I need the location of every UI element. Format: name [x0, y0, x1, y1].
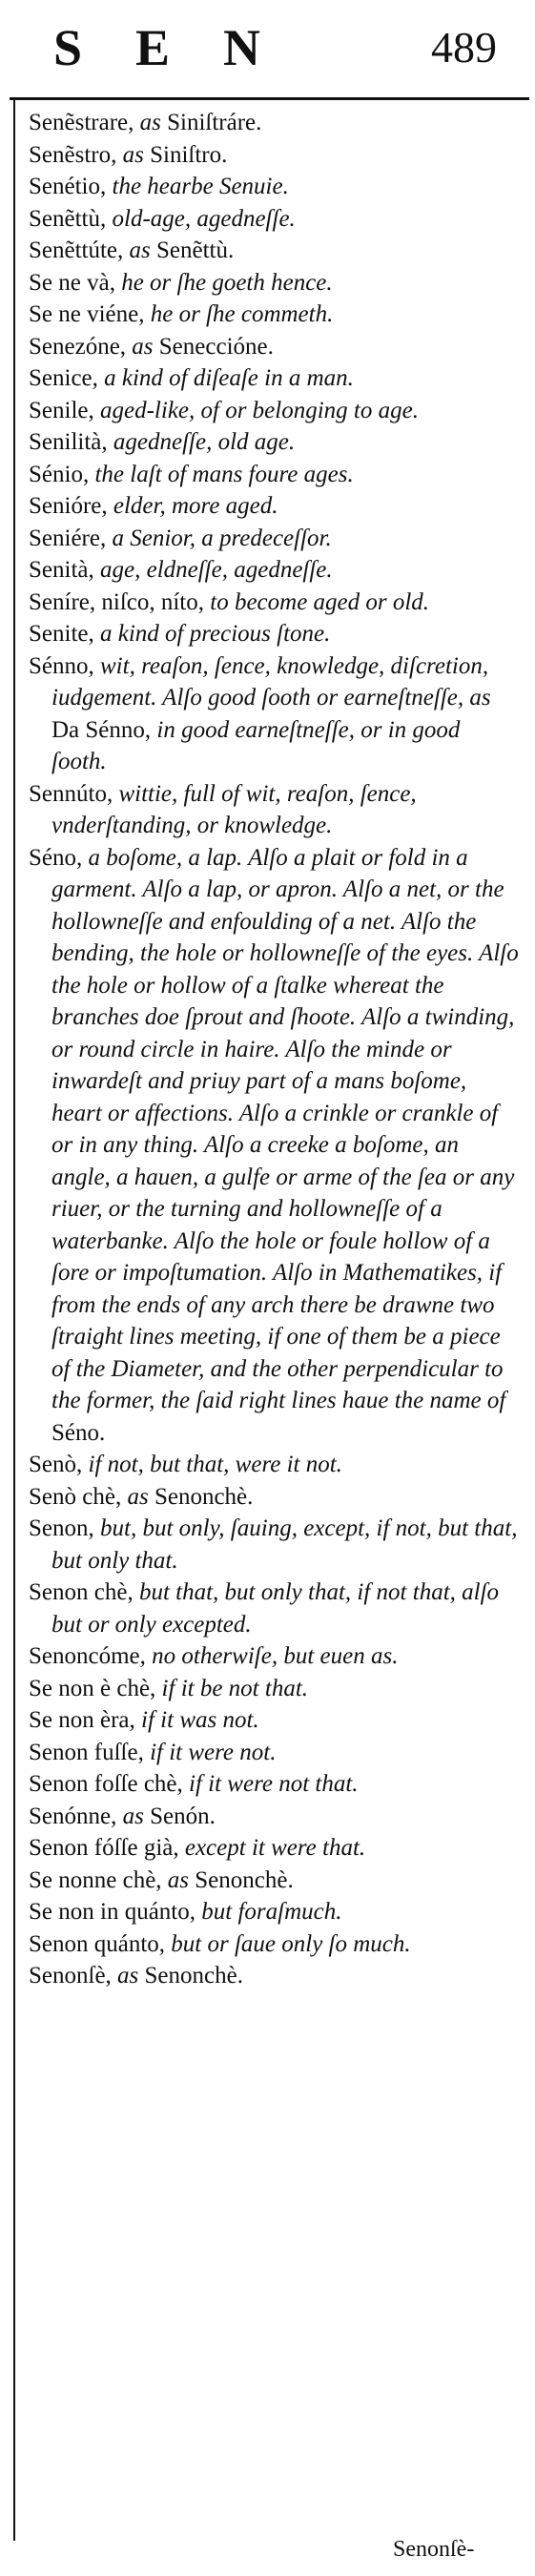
dictionary-entry — [29, 203, 519, 236]
dictionary-entry — [29, 1673, 519, 1705]
catchword: Senonſè- — [393, 2537, 475, 2562]
dictionary-entry — [29, 1896, 519, 1928]
entry-headword: Senon chè, — [29, 1579, 139, 1605]
entry-gloss: to become aged or old. — [210, 588, 430, 615]
dictionary-entry — [29, 1640, 519, 1673]
entry-headword: Senón. — [150, 1803, 216, 1829]
dictionary-entry — [29, 395, 519, 427]
entry-headword: Siniſtráre. — [167, 110, 262, 135]
entry-gloss: a boſome, a lap. Alſo a plait or fold in a garment. Alſo a lap, or apron. Alſo a net, or the hollowneſſe and enfoulding of a net. Alſo the bending, the hole or hollowneſſe of the eyes. Alſo the hole or hollow of a ſtalke whereat the branches doe ſprout and ſhoote. Alſo a twinding, or round circle in haire. Alſo the minde or inwardeſt and priuy part of a mans boſome, heart or affections. Alſo a crinkle or crankle of or in any thing. Alſo a creeke a boſome, an angle, a hauen, a gulfe or arme of the ſea or any riuer, or the turning and hollowneſſe of a waterbanke. Alſo the hole or foule hollow of a ſore or impoſtumation. Alſo in Mathematikes, if from the ends of any arch there be drawne two ſtraight lines meeting, if one of them be a piece of the Diameter, and the other perpendicular to the former, the ſaid right lines haue the name of — [51, 844, 519, 1413]
dictionary-entry — [29, 171, 519, 203]
entry-gloss: a Senior, a predeceſſor. — [112, 525, 332, 551]
entry-headword: Sénio, — [29, 461, 95, 487]
entry-headword: Senità, — [29, 557, 100, 583]
entry-headword: Senon foſſe chè, — [29, 1771, 190, 1797]
dictionary-entry — [29, 1449, 519, 1481]
entry-gloss: but that, but only that, if not that, alſo but or only excepted. — [51, 1579, 500, 1638]
entry-gloss: a kind of diſeaſe in a man. — [104, 365, 354, 391]
dictionary-entry — [29, 267, 519, 299]
dictionary-entry — [29, 523, 519, 555]
entry-headword: Senite, — [29, 621, 100, 647]
entry-gloss: he or ſhe commeth. — [150, 301, 334, 327]
entry-headword: Senióre, — [29, 493, 113, 519]
dictionary-entry — [29, 426, 519, 459]
entry-headword: Senilità, — [29, 429, 113, 455]
entry-headword: Se nonne chè, — [29, 1866, 168, 1893]
dictionary-entry — [29, 1801, 519, 1833]
entry-gloss: old-age, agedneſſe. — [112, 205, 296, 232]
entry-gloss: as — [122, 1803, 151, 1829]
entry-gloss: as — [139, 110, 168, 135]
entry-headword: Se non in quánto, — [29, 1899, 202, 1925]
header-rule — [10, 97, 529, 100]
dictionary-entry — [29, 1513, 519, 1577]
dictionary-entry — [29, 139, 519, 172]
entry-headword: Seníre, niſco, níto, — [29, 588, 211, 615]
entry-headword: Se ne viéne, — [29, 301, 151, 327]
dictionary-entry — [29, 778, 519, 842]
entry-headword: Seneccióne. — [158, 333, 274, 360]
entry-headword: Senónne, — [29, 1803, 123, 1829]
entry-gloss: as — [127, 1483, 154, 1510]
entry-headword: Senẽttù, — [29, 205, 113, 232]
entry-headword: Senonchè. — [154, 1483, 254, 1510]
entry-gloss: if it was not. — [141, 1707, 259, 1733]
dictionary-entry — [29, 650, 519, 778]
entry-headword: Senẽttúte, — [29, 237, 130, 263]
entry-gloss: if it were not that. — [189, 1771, 359, 1797]
dictionary-entry — [29, 1832, 519, 1865]
entry-headword: Se ne và, — [29, 269, 122, 296]
dictionary-entry — [29, 1481, 519, 1514]
entry-gloss: the hearbe Senuie. — [112, 174, 289, 199]
entry-gloss: the laſt of mans foure ages. — [94, 461, 354, 487]
dictionary-entry — [29, 842, 519, 1450]
dictionary-entry — [29, 362, 519, 395]
entry-headword: Senice, — [29, 365, 105, 391]
entry-headword: Senoncóme, — [29, 1643, 153, 1669]
entry-headword: Senon, — [29, 1515, 100, 1541]
dictionary-entry — [29, 235, 519, 267]
entry-gloss: aged-like, of or belonging to age. — [100, 397, 419, 423]
entry-headword: Senonchè. — [144, 1963, 243, 1989]
entry-headword: Senon fuſſe, — [29, 1739, 151, 1765]
entry-headword: Senon fóſſe già, — [29, 1835, 185, 1861]
entry-list — [29, 107, 519, 1992]
entry-headword: Senẽttù. — [156, 237, 235, 263]
entry-headword: Senẽstro, — [29, 141, 123, 168]
dictionary-entry — [29, 459, 519, 491]
dictionary-entry — [29, 1928, 519, 1961]
dictionary-entry — [29, 1577, 519, 1640]
entry-gloss: wit, reaſon, ſence, knowledge, diſcretion, iudgement. Alſo good ſooth or earneſtneſſe, as — [51, 652, 491, 711]
entry-headword: Senezóne, — [29, 333, 133, 360]
dictionary-entry — [29, 1960, 519, 1992]
entry-gloss: but foraſmuch. — [201, 1899, 342, 1925]
entry-gloss: he or ſhe goeth hence. — [121, 269, 333, 296]
dictionary-entry — [29, 1704, 519, 1737]
dictionary-entry — [29, 618, 519, 650]
entry-gloss: age, eldneſſe, agedneſſe. — [100, 557, 333, 583]
entry-headword: Da Sénno, — [51, 716, 157, 743]
entry-gloss: as — [132, 333, 159, 360]
entry-headword: Senonchè. — [195, 1866, 294, 1893]
entry-gloss: but or ſaue only ſo much. — [171, 1930, 411, 1957]
entry-gloss: wittie, full of wit, reaſon, ſence, vnderſtanding, or knowledge. — [51, 780, 417, 838]
entry-gloss: agedneſſe, old age. — [113, 429, 296, 455]
entry-gloss: as — [117, 1963, 145, 1989]
entry-gloss: a kind of precious ſtone. — [100, 621, 331, 647]
entry-gloss: but, but only, ſauing, except, if not, but that, but only that. — [51, 1515, 518, 1574]
entry-gloss: as — [129, 237, 157, 263]
entry-headword: Se non è chè, — [29, 1675, 162, 1701]
entry-headword: Senẽstrare, — [29, 110, 140, 135]
dictionary-entry — [29, 331, 519, 363]
entry-headword: Séno, — [29, 844, 89, 871]
dictionary-entry — [29, 299, 519, 331]
entry-gloss: elder, more aged. — [113, 493, 278, 519]
entry-headword: Sénno, — [29, 652, 100, 679]
column-rule — [13, 99, 15, 2541]
dictionary-entry — [29, 1865, 519, 1897]
entry-gloss: no otherwiſe, but euen as. — [152, 1643, 399, 1669]
entry-headword: Senò, — [29, 1452, 89, 1477]
dictionary-entry — [29, 107, 519, 139]
entry-headword: Sennúto, — [29, 780, 119, 807]
dictionary-entry — [29, 587, 519, 619]
entry-gloss: if it were not. — [150, 1739, 277, 1765]
dictionary-entry — [29, 1768, 519, 1801]
entry-headword: Senétio, — [29, 174, 113, 199]
entry-headword: Senon quánto, — [29, 1930, 172, 1957]
entry-gloss: except it were that. — [184, 1835, 366, 1861]
entry-headword: Se non èra, — [29, 1707, 142, 1733]
entry-headword: Siniſtro. — [150, 141, 228, 168]
entry-headword: Senonſè, — [29, 1963, 118, 1989]
entry-headword: Senò chè, — [29, 1483, 128, 1510]
entry-headword: Séno. — [51, 1419, 106, 1446]
running-head: SEN — [53, 19, 315, 76]
entry-headword: Senile, — [29, 397, 100, 423]
dictionary-entry — [29, 554, 519, 587]
dictionary-entry — [29, 490, 519, 523]
dictionary-entry — [29, 1737, 519, 1769]
entry-gloss: if not, but that, were it not. — [88, 1452, 342, 1477]
entry-headword: Seniére, — [29, 525, 113, 551]
entry-gloss: in good earneſtneſſe, or in good ſooth. — [51, 716, 461, 774]
entry-gloss: if it be not that. — [161, 1675, 309, 1701]
entry-gloss: as — [122, 141, 151, 168]
entry-gloss: as — [167, 1866, 195, 1893]
page-number: 489 — [431, 23, 497, 72]
